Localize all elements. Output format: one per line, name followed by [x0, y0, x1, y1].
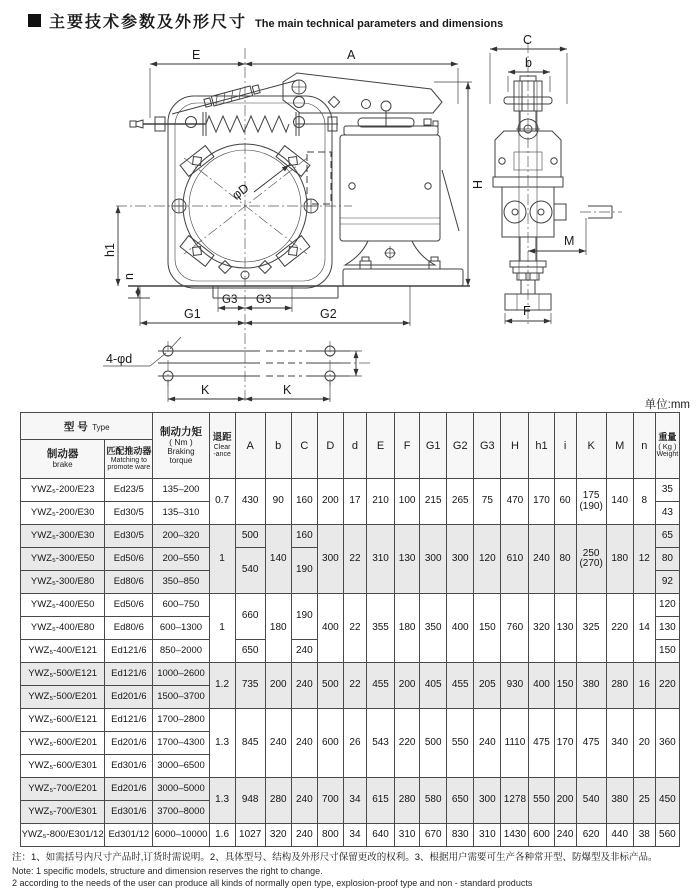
cell-i: 60: [554, 479, 576, 525]
cell-M: 340: [606, 709, 633, 778]
cell-K: 380: [576, 663, 606, 709]
unit-label: 单位:mm: [644, 399, 690, 411]
cell-b: 140: [265, 525, 291, 594]
cell-weight: 120: [655, 594, 679, 617]
cell-D: 800: [317, 824, 343, 847]
header-dim-G3: G3: [474, 413, 501, 479]
cell-model: YWZ₅-800/E301/12: [21, 824, 105, 847]
cell-E: 355: [367, 594, 395, 663]
cell-thruster: Ed201/6: [105, 778, 153, 801]
cell-C: 160: [291, 525, 317, 548]
cell-h1: 400: [529, 663, 554, 709]
dim-label-K-left: K: [201, 383, 210, 397]
cell-thruster: Ed50/6: [105, 594, 153, 617]
header-dim-i: i: [554, 413, 576, 479]
cell-b: 320: [265, 824, 291, 847]
cell-d: 22: [343, 663, 366, 709]
cell-thruster: Ed301/12: [105, 824, 153, 847]
cell-K: 175 (190): [576, 479, 606, 525]
cell-E: 455: [367, 663, 395, 709]
cell-thruster: Ed121/6: [105, 709, 153, 732]
header-clearance-zh: 退距: [212, 432, 232, 444]
cell-D: 500: [317, 663, 343, 709]
header-torque-sub: ( Nm ): [169, 437, 193, 448]
cell-weight: 43: [655, 502, 679, 525]
cell-G2: 455: [447, 663, 474, 709]
spec-table-body: [21, 479, 680, 847]
cell-C: 240: [291, 663, 317, 709]
cell-G1: 215: [420, 479, 447, 525]
cell-H: 470: [501, 479, 529, 525]
cell-H: 760: [501, 594, 529, 663]
cell-K: 325: [576, 594, 606, 663]
cell-G1: 500: [420, 709, 447, 778]
cell-M: 220: [606, 594, 633, 663]
cell-b: 240: [265, 709, 291, 778]
cell-model: YWZ₅-200/E30: [21, 502, 105, 525]
cell-i: 240: [554, 824, 576, 847]
cell-thruster: Ed80/6: [105, 571, 153, 594]
cell-G2: 265: [447, 479, 474, 525]
cell-torque: 1700–4300: [153, 732, 209, 755]
cell-thruster: Ed121/6: [105, 663, 153, 686]
cell-A: 948: [235, 778, 265, 824]
cell-thruster: Ed80/6: [105, 617, 153, 640]
cell-C: 240: [291, 778, 317, 824]
cell-C: 160: [291, 479, 317, 525]
cell-torque: 1500–3700: [153, 686, 209, 709]
header-dim-K: K: [576, 413, 606, 479]
cell-thruster: Ed201/6: [105, 686, 153, 709]
cell-thruster: Ed201/6: [105, 732, 153, 755]
cell-torque: 600–750: [153, 594, 209, 617]
cell-i: 130: [554, 594, 576, 663]
cell-F: 310: [395, 824, 420, 847]
cell-torque: 1700–2800: [153, 709, 209, 732]
dim-label-holes: 4-φd: [106, 352, 133, 366]
header-type-zh: 型 号: [63, 421, 88, 433]
cell-weight: 450: [655, 778, 679, 824]
table-row: [21, 525, 680, 548]
cell-thruster: Ed50/6: [105, 548, 153, 571]
header-brake: [21, 440, 105, 479]
table-row: [21, 594, 680, 617]
header-dim-E: E: [367, 413, 395, 479]
header-weight-en: Weight: [656, 451, 679, 459]
header-type-en: Type: [92, 423, 110, 432]
cell-E: 210: [367, 479, 395, 525]
dim-label-G3-left: G3: [222, 294, 238, 306]
dim-label-M: M: [564, 234, 575, 248]
table-row: [21, 479, 680, 502]
cell-thruster: Ed23/5: [105, 479, 153, 502]
cell-clearance: 1.3: [209, 709, 235, 778]
cell-d: 22: [343, 594, 366, 663]
cell-F: 220: [395, 709, 420, 778]
dim-label-phiD: φD: [229, 180, 252, 203]
cell-H: 1110: [501, 709, 529, 778]
cell-weight: 80: [655, 548, 679, 571]
dim-label-b: b: [525, 56, 532, 70]
cell-G1: 300: [420, 525, 447, 594]
cell-F: 130: [395, 525, 420, 594]
header-dim-n: n: [633, 413, 655, 479]
cell-torque: 135–310: [153, 502, 209, 525]
cell-b: 200: [265, 663, 291, 709]
cell-G2: 550: [447, 709, 474, 778]
cell-n: 12: [633, 525, 655, 594]
table-row: [21, 709, 680, 732]
section-square-icon: [28, 14, 41, 27]
cell-C: 240: [291, 824, 317, 847]
cell-A: 500: [235, 525, 265, 548]
cell-G3: 310: [474, 824, 501, 847]
cell-n: 25: [633, 778, 655, 824]
cell-clearance: 1: [209, 594, 235, 663]
cell-A: 660: [235, 594, 265, 640]
cell-A: 1027: [235, 824, 265, 847]
table-row: [21, 778, 680, 801]
cell-model: YWZ₅-700/E201: [21, 778, 105, 801]
dim-label-G1: G1: [184, 307, 201, 321]
cell-G3: 205: [474, 663, 501, 709]
cell-M: 140: [606, 479, 633, 525]
cell-model: YWZ₅-200/E23: [21, 479, 105, 502]
dim-label-h1: h1: [103, 243, 117, 257]
cell-thruster: Ed30/5: [105, 502, 153, 525]
header-dim-D: D: [317, 413, 343, 479]
cell-d: 26: [343, 709, 366, 778]
dim-label-E: E: [192, 48, 201, 62]
cell-n: 20: [633, 709, 655, 778]
cell-E: 543: [367, 709, 395, 778]
header-torque-en1: Braking: [167, 446, 195, 456]
cell-D: 400: [317, 594, 343, 663]
cell-M: 280: [606, 663, 633, 709]
cell-i: 80: [554, 525, 576, 594]
cell-E: 310: [367, 525, 395, 594]
cell-torque: 6000–10000: [153, 824, 209, 847]
cell-D: 200: [317, 479, 343, 525]
header-dim-b: b: [265, 413, 291, 479]
cell-b: 280: [265, 778, 291, 824]
header-dim-H: H: [501, 413, 529, 479]
cell-K: 620: [576, 824, 606, 847]
cell-model: YWZ₅-400/E50: [21, 594, 105, 617]
cell-G1: 350: [420, 594, 447, 663]
side-view: [490, 34, 622, 326]
page-title-zh: 主要技术参数及外形尺寸: [49, 14, 248, 31]
header-matcher: [105, 440, 153, 479]
header-brake-zh: 制动器: [46, 448, 79, 461]
cell-torque: 350–850: [153, 571, 209, 594]
cell-weight: 220: [655, 663, 679, 709]
header-dim-F: F: [395, 413, 420, 479]
cell-H: 1430: [501, 824, 529, 847]
mounting-plate-view: [103, 337, 370, 402]
cell-thruster: Ed301/6: [105, 801, 153, 824]
cell-torque: 135–200: [153, 479, 209, 502]
header-weight: [655, 413, 679, 479]
header-torque: [153, 413, 209, 479]
cell-G2: 830: [447, 824, 474, 847]
cell-K: 475: [576, 709, 606, 778]
cell-G3: 150: [474, 594, 501, 663]
cell-G2: 400: [447, 594, 474, 663]
cell-F: 200: [395, 663, 420, 709]
cell-A: 540: [235, 548, 265, 594]
dim-label-C: C: [523, 34, 533, 47]
cell-b: 90: [265, 479, 291, 525]
cell-model: YWZ₅-300/E80: [21, 571, 105, 594]
cell-A: 430: [235, 479, 265, 525]
cell-torque: 3000–6500: [153, 755, 209, 778]
cell-model: YWZ₅-600/E201: [21, 732, 105, 755]
header-dim-G2: G2: [447, 413, 474, 479]
cell-model: YWZ₅-300/E50: [21, 548, 105, 571]
cell-h1: 550: [529, 778, 554, 824]
cell-weight: 560: [655, 824, 679, 847]
cell-G1: 580: [420, 778, 447, 824]
header-weight-sub: ( Kg ): [658, 441, 677, 451]
cell-model: YWZ₅-400/E121: [21, 640, 105, 663]
header-dim-M: M: [606, 413, 633, 479]
cell-weight: 65: [655, 525, 679, 548]
cell-torque: 850–2000: [153, 640, 209, 663]
cell-clearance: 1.2: [209, 663, 235, 709]
cell-d: 34: [343, 778, 366, 824]
cell-G3: 120: [474, 525, 501, 594]
cell-G3: 75: [474, 479, 501, 525]
cell-torque: 200–550: [153, 548, 209, 571]
technical-drawing: [0, 34, 700, 412]
cell-i: 200: [554, 778, 576, 824]
cell-d: 34: [343, 824, 366, 847]
header-clearance-en1: Clear: [213, 443, 231, 451]
cell-A: 845: [235, 709, 265, 778]
cell-model: YWZ₅-700/E301: [21, 801, 105, 824]
cell-G3: 240: [474, 709, 501, 778]
cell-E: 615: [367, 778, 395, 824]
header-dim-C: C: [291, 413, 317, 479]
cell-h1: 170: [529, 479, 554, 525]
header-torque-zh: 制动力矩: [159, 425, 202, 438]
header-dim-d: d: [343, 413, 366, 479]
cell-C: 190: [291, 548, 317, 594]
cell-h1: 320: [529, 594, 554, 663]
header-dim-h1: h1: [529, 413, 554, 479]
cell-n: 38: [633, 824, 655, 847]
cell-D: 300: [317, 525, 343, 594]
header-matcher-en2: promote ware: [107, 464, 151, 472]
header-type: [21, 413, 153, 440]
dim-label-F: F: [523, 304, 531, 318]
cell-d: 22: [343, 525, 366, 594]
cell-D: 600: [317, 709, 343, 778]
cell-G1: 670: [420, 824, 447, 847]
header-matcher-en1: Matching to: [110, 456, 147, 464]
cell-thruster: Ed121/6: [105, 640, 153, 663]
header-weight-zh: 重量: [658, 431, 677, 442]
cell-thruster: Ed30/5: [105, 525, 153, 548]
cell-n: 14: [633, 594, 655, 663]
dim-label-K-right: K: [283, 383, 292, 397]
cell-H: 610: [501, 525, 529, 594]
cell-clearance: 1: [209, 525, 235, 594]
table-row: [21, 663, 680, 686]
cell-clearance: 1.3: [209, 778, 235, 824]
note-en-2: 2 according to the needs of the user can produce all kinds of normally open type, explosion-proof type and non - standard products: [12, 878, 533, 889]
cell-M: 380: [606, 778, 633, 824]
cell-weight: 35: [655, 479, 679, 502]
header-clearance-en2: -ance: [213, 451, 231, 459]
cell-weight: 360: [655, 709, 679, 778]
page-title-en: The main technical parameters and dimensions: [255, 18, 504, 30]
cell-weight: 150: [655, 640, 679, 663]
cell-weight: 92: [655, 571, 679, 594]
cell-G1: 405: [420, 663, 447, 709]
cell-M: 440: [606, 824, 633, 847]
cell-b: 180: [265, 594, 291, 663]
cell-h1: 600: [529, 824, 554, 847]
cell-torque: 3700–8000: [153, 801, 209, 824]
dim-label-G2: G2: [320, 307, 337, 321]
dim-label-n: n: [122, 273, 136, 280]
cell-thruster: Ed301/6: [105, 755, 153, 778]
cell-torque: 600–1300: [153, 617, 209, 640]
header-dim-G1: G1: [420, 413, 447, 479]
header-dim-A: A: [235, 413, 265, 479]
cell-H: 1278: [501, 778, 529, 824]
page-title: [0, 0, 700, 34]
note-en-1: Note: 1 specific models, structure and dimension reserves the right to change.: [12, 866, 323, 877]
header-torque-en2: torque: [169, 455, 193, 465]
cell-model: YWZ₅-600/E121: [21, 709, 105, 732]
dim-label-A: A: [347, 48, 356, 62]
cell-clearance: 0.7: [209, 479, 235, 525]
cell-model: YWZ₅-500/E121: [21, 663, 105, 686]
cell-G2: 650: [447, 778, 474, 824]
dim-label-H: H: [470, 180, 484, 190]
cell-i: 170: [554, 709, 576, 778]
cell-G2: 300: [447, 525, 474, 594]
cell-M: 180: [606, 525, 633, 594]
cell-weight: 130: [655, 617, 679, 640]
cell-n: 16: [633, 663, 655, 709]
notes: [0, 847, 700, 890]
cell-F: 180: [395, 594, 420, 663]
cell-torque: 200–320: [153, 525, 209, 548]
cell-model: YWZ₅-300/E30: [21, 525, 105, 548]
cell-model: YWZ₅-400/E80: [21, 617, 105, 640]
cell-h1: 240: [529, 525, 554, 594]
dim-label-G3-right: G3: [256, 294, 272, 306]
table-row: [21, 824, 680, 847]
cell-model: YWZ₅-600/E301: [21, 755, 105, 778]
cell-K: 540: [576, 778, 606, 824]
cell-F: 280: [395, 778, 420, 824]
cell-C: 240: [291, 709, 317, 778]
cell-C: 190: [291, 594, 317, 640]
cell-G3: 300: [474, 778, 501, 824]
cell-A: 650: [235, 640, 265, 663]
cell-A: 735: [235, 663, 265, 709]
cell-E: 640: [367, 824, 395, 847]
header-brake-en: brake: [52, 459, 73, 469]
note-zh: 注：1、如需括号内尺寸产品时,订货时需说明。2、具体型号、结构及外形尺寸保留更改的权利。3、根据用户需要可生产各种常开型、防爆型及非标产品。: [12, 852, 658, 863]
cell-clearance: 1.6: [209, 824, 235, 847]
cell-i: 150: [554, 663, 576, 709]
cell-C: 240: [291, 640, 317, 663]
header-matcher-zh: 匹配推动器: [106, 445, 152, 456]
cell-torque: 3000–5000: [153, 778, 209, 801]
cell-D: 700: [317, 778, 343, 824]
cell-H: 930: [501, 663, 529, 709]
cell-F: 100: [395, 479, 420, 525]
cell-h1: 475: [529, 709, 554, 778]
cell-K: 250 (270): [576, 525, 606, 594]
cell-model: YWZ₅-500/E201: [21, 686, 105, 709]
cell-n: 8: [633, 479, 655, 525]
header-clearance: [209, 413, 235, 479]
cell-torque: 1000–2600: [153, 663, 209, 686]
spec-table: [20, 412, 680, 847]
cell-d: 17: [343, 479, 366, 525]
